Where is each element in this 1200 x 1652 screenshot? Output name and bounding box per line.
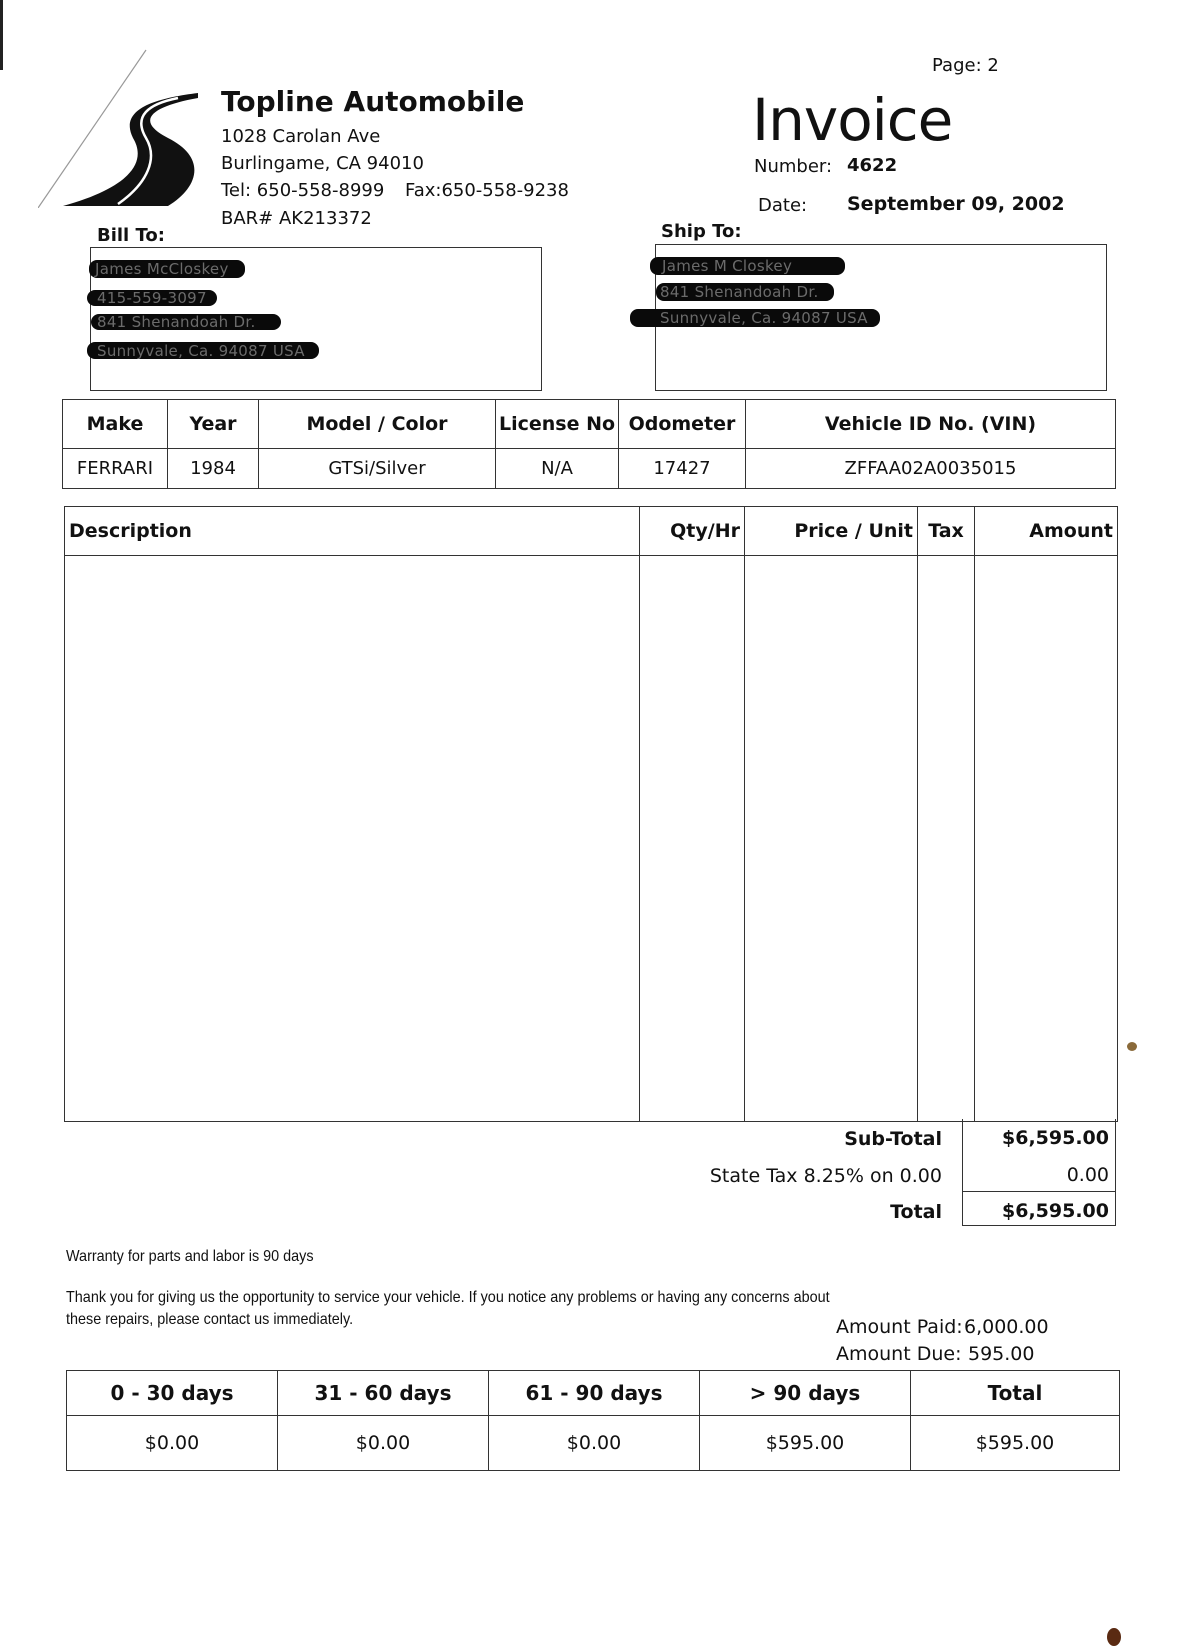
company-fax: Fax:650-558-9238 [405, 180, 569, 201]
amount-paid-value: 6,000.00 [964, 1316, 1049, 1338]
aging-value-cell: $0.00 [489, 1416, 700, 1471]
road-logo-icon [38, 38, 208, 208]
ship-to-line: 841 Shenandoah Dr. [660, 283, 819, 301]
vehicle-header-row [63, 400, 1116, 449]
aging-header-row [67, 1371, 1120, 1416]
vehicle-year: 1984 [168, 449, 259, 489]
items-header-qty: Qty/Hr [640, 507, 745, 556]
paper-stain [1107, 1628, 1121, 1646]
tax-label: State Tax 8.25% on 0.00 [709, 1165, 942, 1187]
vehicle-header-cell: License No [496, 400, 619, 449]
totals-column [962, 1119, 1116, 1226]
items-body-row [65, 556, 1118, 1122]
items-price-cell [745, 556, 918, 1122]
total-value: $6,595.00 [1002, 1200, 1109, 1222]
vehicle-table [62, 399, 1116, 489]
line-items-table [64, 506, 1118, 1122]
items-tax-cell [918, 556, 975, 1122]
amount-due-value: 595.00 [968, 1343, 1035, 1365]
thank-you-note-line2: these repairs, please contact us immediately. [66, 1311, 354, 1328]
subtotal-value: $6,595.00 [1002, 1127, 1109, 1149]
invoice-title: Invoice [752, 86, 953, 154]
ship-to-address-box [655, 244, 1107, 391]
thank-you-note-line1: Thank you for giving us the opportunity to service your vehicle. If you notice any problems or having any concerns about [66, 1289, 830, 1306]
items-qty-cell [640, 556, 745, 1122]
items-header-tax: Tax [918, 507, 975, 556]
items-header-price: Price / Unit [745, 507, 918, 556]
bill-to-line: 841 Shenandoah Dr. [97, 313, 256, 331]
page-number: Page: 2 [932, 55, 999, 76]
aging-header-cell: Total [911, 1371, 1120, 1416]
bill-to-line: James McCloskey [95, 260, 229, 278]
aging-value-row [67, 1416, 1120, 1471]
vehicle-header-cell: Make [63, 400, 168, 449]
vehicle-vin: ZFFAA02A0035015 [746, 449, 1116, 489]
invoice-number-label: Number: [754, 156, 833, 177]
vehicle-header-cell: Odometer [619, 400, 746, 449]
aging-value-cell: $595.00 [700, 1416, 911, 1471]
warranty-note: Warranty for parts and labor is 90 days [66, 1248, 314, 1265]
aging-header-cell: 31 - 60 days [278, 1371, 489, 1416]
company-address-line1: 1028 Carolan Ave [221, 126, 381, 147]
aging-header-cell: 61 - 90 days [489, 1371, 700, 1416]
vehicle-value-row [63, 449, 1116, 489]
bill-to-address-box [90, 247, 542, 391]
vehicle-license: N/A [496, 449, 619, 489]
items-amount-cell [975, 556, 1118, 1122]
aging-header-cell: 0 - 30 days [67, 1371, 278, 1416]
invoice-date-label: Date: [758, 195, 808, 216]
items-header-amount: Amount [975, 507, 1118, 556]
vehicle-header-cell: Model / Color [259, 400, 496, 449]
items-header-description: Description [65, 507, 640, 556]
paper-stain [1127, 1042, 1137, 1051]
vehicle-make: FERRARI [63, 449, 168, 489]
vehicle-model-color: GTSi/Silver [259, 449, 496, 489]
ship-to-line: James M Closkey [662, 257, 793, 275]
invoice-number: 4622 [847, 155, 898, 176]
subtotal-label: Sub-Total [844, 1128, 942, 1150]
amount-paid-label: Amount Paid: [836, 1316, 963, 1338]
aging-value-cell: $0.00 [278, 1416, 489, 1471]
bill-to-label: Bill To: [97, 225, 165, 246]
vehicle-header-cell: Year [168, 400, 259, 449]
ship-to-line: Sunnyvale, Ca. 94087 USA [660, 309, 868, 327]
aging-table [66, 1370, 1120, 1471]
tax-value: 0.00 [1066, 1164, 1109, 1186]
aging-value-cell: $595.00 [911, 1416, 1120, 1471]
vehicle-header-cell: Vehicle ID No. (VIN) [746, 400, 1116, 449]
company-name: Topline Automobile [221, 85, 525, 118]
invoice-date: September 09, 2002 [847, 193, 1065, 215]
company-address-line2: Burlingame, CA 94010 [221, 153, 424, 174]
aging-value-cell: $0.00 [67, 1416, 278, 1471]
ship-to-label: Ship To: [661, 221, 742, 242]
company-bar-number: BAR# AK213372 [221, 208, 372, 229]
company-phone: Tel: 650-558-8999 [221, 180, 385, 201]
aging-header-cell: > 90 days [700, 1371, 911, 1416]
bill-to-line: Sunnyvale, Ca. 94087 USA [97, 342, 305, 360]
total-label: Total [890, 1201, 942, 1223]
items-description-cell [65, 556, 640, 1122]
amount-due-label: Amount Due: [836, 1343, 962, 1365]
bill-to-line: 415-559-3097 [97, 289, 207, 307]
items-header-row [65, 507, 1118, 556]
vehicle-odometer: 17427 [619, 449, 746, 489]
scan-edge-mark [0, 0, 3, 70]
